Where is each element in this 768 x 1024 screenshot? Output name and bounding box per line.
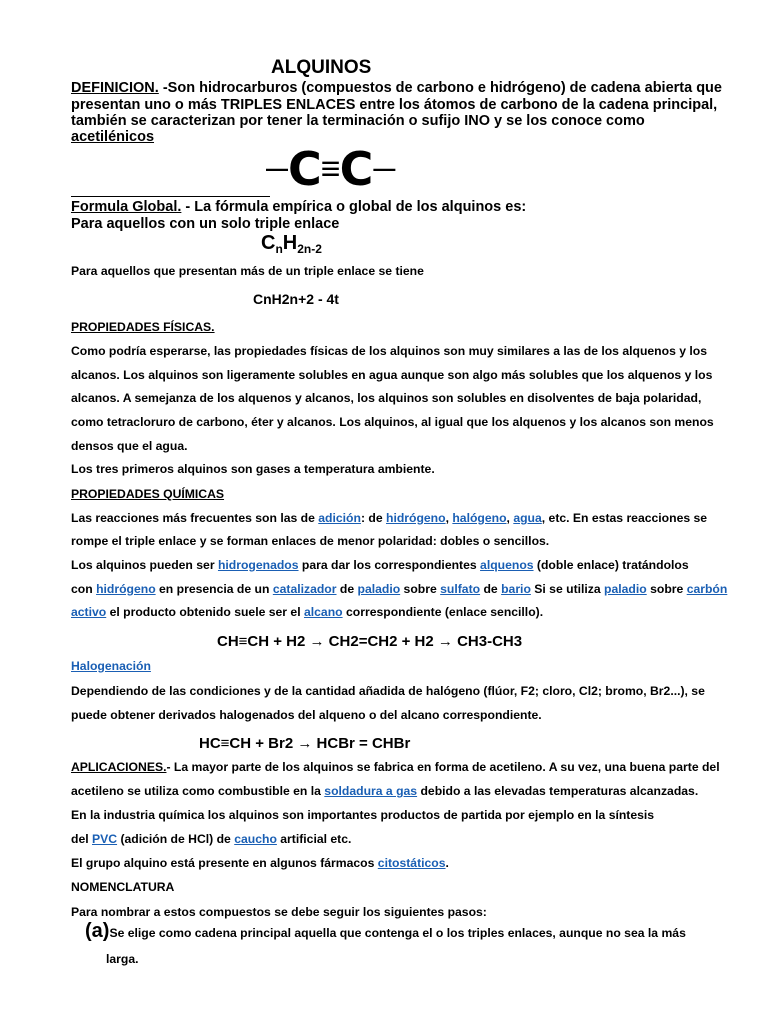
link-halogeno[interactable]: halógeno — [452, 511, 507, 525]
triple-bond-symbol: ≡ — [320, 149, 341, 188]
text: Los alquinos pueden ser — [71, 558, 218, 572]
nomenclature-step-a — [85, 920, 686, 943]
physical-line: Como podría esperarse, las propiedades físicas de los alquinos son muy similares a las de los alquenos y los — [71, 344, 708, 358]
carbon-atom-1: C — [288, 142, 322, 196]
chemical-line-5 — [71, 605, 543, 619]
link-paladio[interactable]: paladio — [604, 582, 647, 596]
chemical-properties-heading: PROPIEDADES QUÍMICAS — [71, 487, 225, 501]
divider-line — [71, 196, 270, 197]
link-pvc[interactable]: PVC — [92, 832, 118, 846]
link-hidrogeno[interactable]: hidrógeno — [386, 511, 446, 525]
chemical-line-1 — [71, 511, 707, 525]
text: - La mayor parte de los alquinos se fabrica en forma de acetileno. A su vez, una buena parte del — [166, 760, 720, 774]
link-sulfato[interactable]: sulfato — [440, 582, 481, 596]
formula-global-text: - La fórmula empírica o global de los alquinos es: — [181, 199, 527, 215]
link-halogenacion[interactable]: Halogenación — [71, 659, 151, 673]
general-formula-2: CnH2n+2 - 4t — [253, 291, 339, 307]
formula-c: C — [261, 232, 276, 254]
nomenclature-intro: Para nombrar a estos compuestos se debe seguir los siguientes pasos: — [71, 905, 487, 919]
formula-subscript: 2n-2 — [297, 242, 322, 256]
text: sobre — [646, 582, 687, 596]
applications-line-1 — [71, 760, 720, 774]
link-hidrogenados[interactable]: hidrogenados — [217, 558, 299, 572]
text: . — [445, 856, 449, 870]
definition-line-3: también se caracterizan por tener la terminación o sufijo INO y se los conoce como — [71, 113, 645, 129]
general-formula — [261, 232, 322, 255]
physical-line: como tetracloruro de carbono, éter y alcanos. Los alquinos, al igual que los alquenos y los alcanos son menos — [71, 415, 714, 429]
link-citostaticos[interactable]: citostáticos — [377, 856, 446, 870]
left-bond: — — [266, 156, 288, 181]
chemical-line-4 — [71, 582, 727, 596]
nomenclature-step-a-cont: larga. — [106, 952, 139, 966]
text: artificial etc. — [276, 832, 352, 846]
link-adicion[interactable]: adición — [318, 511, 361, 525]
text: : de — [360, 511, 386, 525]
triple-bond-structure — [266, 140, 395, 198]
physical-line: alcanos. Los alquinos son ligeramente solubles en agua aunque son algo más solubles que los alquenos y los — [71, 368, 713, 382]
definition-line-2: presentan uno o más TRIPLES ENLACES entre los átomos de carbono de la cadena principal, — [71, 97, 718, 113]
link-bario[interactable]: bario — [501, 582, 531, 596]
text: en presencia de un — [155, 582, 273, 596]
step-text: Se elige como cadena principal aquella que contenga el o los triples enlaces, aunque no sea la más — [109, 926, 686, 940]
text: , — [506, 511, 514, 525]
text: del — [71, 832, 92, 846]
physical-line: densos que el agua. — [71, 439, 188, 453]
definition-text-1: -Son hidrocarburos (compuestos de carbono e hidrógeno) de cadena abierta que — [158, 80, 722, 96]
step-marker: (a) — [85, 920, 110, 942]
applications-line-2 — [71, 784, 698, 798]
link-carbon[interactable]: carbón — [686, 582, 728, 596]
link-caucho[interactable]: caucho — [234, 832, 277, 846]
chemical-line-2: rompe el triple enlace y se forman enlaces de menor polaridad: dobles o sencillos. — [71, 534, 550, 548]
link-hidrogeno[interactable]: hidrógeno — [96, 582, 156, 596]
applications-line-5 — [71, 856, 449, 870]
link-alcano[interactable]: alcano — [303, 605, 343, 619]
applications-label: APLICACIONES. — [71, 760, 167, 774]
hydrogenation-equation: CH≡CH + H2 → CH2=CH2 + H2 → CH3-CH3 — [217, 633, 523, 650]
text: , — [445, 511, 453, 525]
formula-single-triple-text: Para aquellos con un solo triple enlace — [71, 216, 340, 232]
text: debido a las elevadas temperaturas alcanzadas. — [417, 784, 699, 798]
page-title: ALQUINOS — [271, 57, 372, 78]
physical-line: alcanos. A semejanza de los alquenos y alcanos, los alquinos son solubles en disolventes de baja polaridad, — [71, 391, 702, 405]
formula-multiple-triple-text: Para aquellos que presentan más de un triple enlace se tiene — [71, 264, 424, 278]
chemical-line-3 — [71, 558, 689, 572]
text: Las reacciones más frecuentes son las de — [71, 511, 319, 525]
link-catalizador[interactable]: catalizador — [272, 582, 337, 596]
halogenation-equation: HC≡CH + Br2 → HCBr = CHBr — [199, 735, 411, 752]
text: acetileno se utiliza como combustible en la — [71, 784, 325, 798]
formula-global-line — [71, 199, 526, 215]
formula-h: H — [282, 232, 298, 254]
physical-properties-heading: PROPIEDADES FÍSICAS. — [71, 320, 215, 334]
halogenation-line-2: puede obtener derivados halogenados del alqueno o del alcano correspondiente. — [71, 708, 542, 722]
text: de — [336, 582, 358, 596]
definition-line-1 — [71, 80, 722, 96]
nomenclature-heading: NOMENCLATURA — [71, 880, 175, 894]
link-agua[interactable]: agua — [513, 511, 542, 525]
text: Si se utiliza — [530, 582, 605, 596]
link-paladio[interactable]: paladio — [357, 582, 401, 596]
text: sobre — [400, 582, 441, 596]
text: de — [480, 582, 502, 596]
text: el producto obtenido suele ser el — [106, 605, 304, 619]
definition-label: DEFINICION. — [71, 80, 159, 96]
right-bond: — — [373, 156, 396, 181]
applications-line-3: En la industria química los alquinos son importantes productos de partida por ejemplo en la síntesis — [71, 808, 655, 822]
text: (doble enlace) tratándolos — [533, 558, 689, 572]
text: El grupo alquino está presente en algunos fármacos — [71, 856, 378, 870]
link-soldadura-a-gas[interactable]: soldadura a gas — [324, 784, 418, 798]
link-activo[interactable]: activo — [71, 605, 107, 619]
definition-line-4: acetilénicos — [71, 129, 155, 145]
carbon-atom-2: C — [339, 142, 374, 196]
formula-global-label: Formula Global. — [71, 199, 182, 215]
halogenation-line-1: Dependiendo de las condiciones y de la cantidad añadida de halógeno (flúor, F2; cloro, Cl2; bromo, Br2...), se — [71, 684, 705, 698]
text: para dar los correspondientes — [298, 558, 481, 572]
text: correspondiente (enlace sencillo). — [342, 605, 544, 619]
text: (adición de HCl) de — [117, 832, 235, 846]
text: , etc. En estas reacciones se — [541, 511, 708, 525]
physical-line: Los tres primeros alquinos son gases a temperatura ambiente. — [71, 462, 435, 476]
applications-line-4 — [71, 832, 351, 846]
text: con — [71, 582, 97, 596]
link-alquenos[interactable]: alquenos — [480, 558, 534, 572]
formula-n: n — [275, 242, 283, 256]
